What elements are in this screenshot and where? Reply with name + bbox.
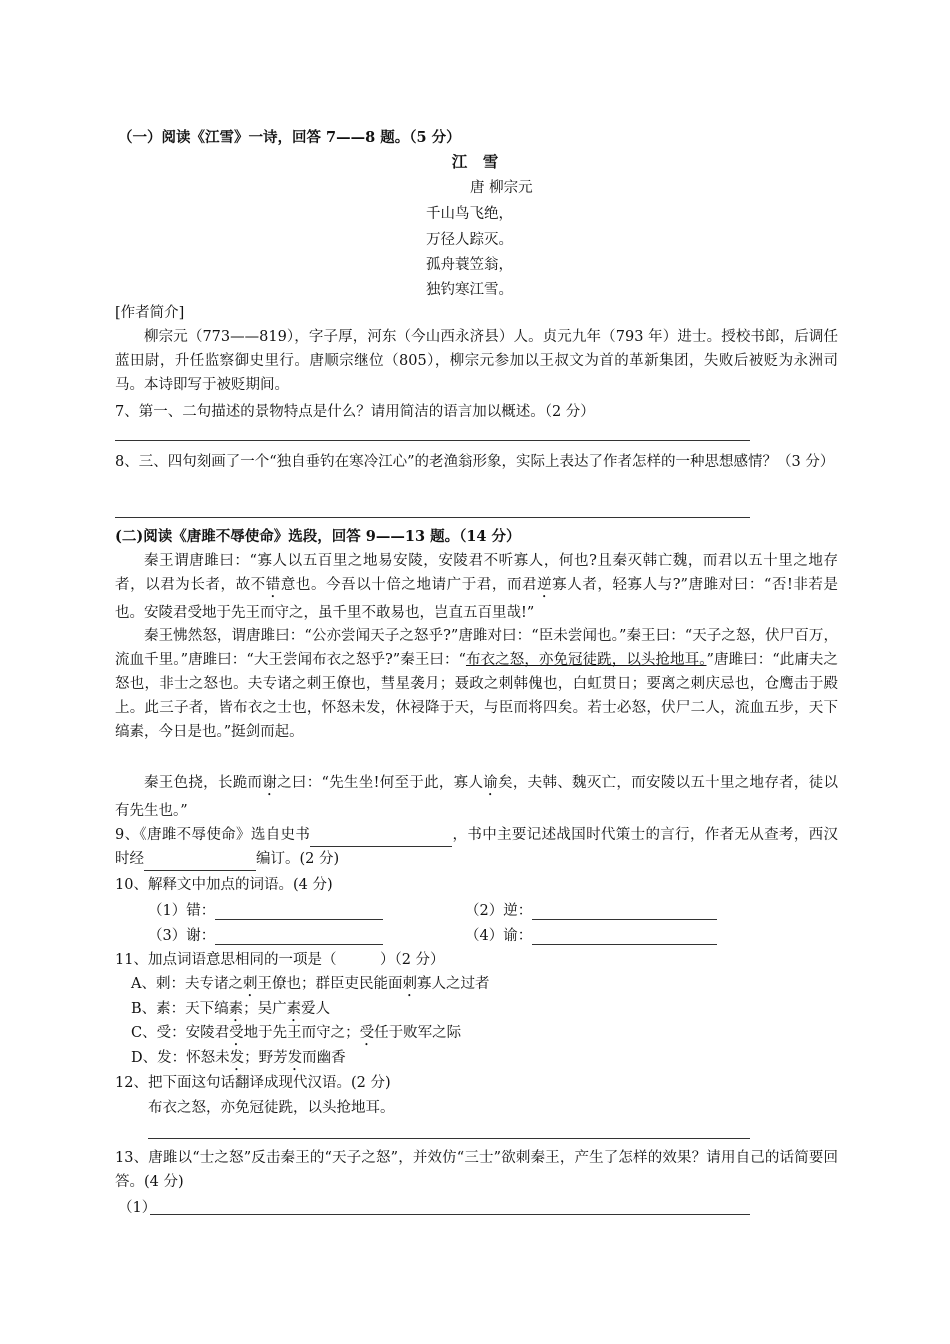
q10-blank[interactable] [532, 903, 717, 920]
dotted-word: 逆 [537, 577, 553, 593]
option-text: C、受：安陵君 [131, 1025, 230, 1041]
dotted-word: 素 [228, 1001, 244, 1017]
option-text: 地于先王而守之； [243, 1025, 360, 1041]
q10-item [148, 899, 383, 920]
underlined-sentence: 布衣之怒，亦免冠徒跣，以头抢地耳。 [465, 652, 707, 668]
dotted-word: 发 [287, 1050, 303, 1066]
bio-label: [作者简介] [115, 305, 185, 321]
author-bio: 柳宗元（773——819），字子厚，河东（今山西永济县）人。贞元九年（793 年）进士。授校书郎，后调任蓝田尉，升任监察御史里行。唐顺宗继位（805），柳宗元参加以王叔文为首的革新集团，失败后被贬为永洲司马。本诗即写于被贬期间。 [115, 329, 838, 393]
passage-paragraph-2 [115, 624, 838, 744]
q10-label: （3）谢： [148, 928, 216, 944]
passage-text: ”唐雎曰：“此庸夫之怒也，非士之怒也。夫专诸之刺王僚也，彗星袭月；聂政之刺韩傀也，白虹贯日；要离之刺庆忌也，仓鹰击于殿上。此三子者，皆布衣之士也，怀怒未发，休祲降于天，与臣而将四矣。若士必怒，伏尸二人，流血五步，天下缟素，今日是也。”挺剑而起。 [115, 652, 838, 740]
passage-text: 矣，夫韩、魏灭亡，而安陵以五十里之地存者，徒以有先生也。” [115, 775, 839, 819]
q11-option [131, 972, 489, 1000]
option-text: 寡人之过者 [416, 976, 490, 992]
q10-label: （4）谕： [465, 928, 533, 944]
question-13: 13、唐雎以“士之怒”反击秦王的“天子之怒”，并效仿“三士”欲刺秦王，产生了怎样的效果？请用自己的话简要回答。(4 分) [115, 1150, 838, 1190]
poem-title: 江 雪 [451, 152, 499, 171]
q10-blank[interactable] [215, 903, 383, 920]
question-9 [115, 823, 838, 871]
answer-line-q13[interactable] [150, 1214, 750, 1215]
poem-line: 千山鸟飞绝， [426, 206, 513, 222]
question-10-title: 10、解释文中加点的词语。(4 分) [115, 877, 333, 893]
answer-line-q7[interactable] [115, 440, 750, 441]
option-text: 王僚也；群臣吏民能面 [257, 976, 403, 992]
poem-line: 万径人踪灭。 [426, 232, 513, 248]
passage-paragraph-1 [115, 549, 838, 625]
option-text: 爱人 [301, 1001, 331, 1017]
dotted-word: 受 [229, 1025, 244, 1041]
poem-line: 独钓寒江雪。 [426, 282, 513, 298]
dotted-word: 刺 [402, 976, 417, 992]
dotted-word: 发 [229, 1050, 245, 1066]
question-11-title: 11、加点词语意思相同的一项是（ ）（2 分） [115, 952, 445, 968]
answer-line-q12[interactable] [148, 1138, 750, 1139]
passage-text: 秦王怫然怒，谓唐雎曰：“公亦尝闻天子之怒乎?”唐雎对曰：“臣未尝闻也。”秦王曰：“天子之怒，伏尸百万，流血千里。”唐雎曰：“大王尝闻布衣之怒乎?”秦王曰：“ [115, 628, 838, 668]
question-8: 8、三、四句刻画了一个“独自垂钓在寒冷江心”的老渔翁形象，实际上表达了作者怎样的一种思想感情？（3 分） [115, 454, 835, 470]
q9-text: 9、《唐雎不辱使命》选自史书 [115, 827, 311, 843]
q10-item [465, 924, 717, 945]
q10-label: （1）错： [148, 903, 216, 919]
q11-option [131, 1046, 346, 1074]
section1-heading: （一）阅读《江雪》一诗，回答 7——8 题。（5 分） [118, 129, 461, 146]
q13-item-label: （1） [118, 1200, 157, 1216]
option-text: 任于败军之际 [374, 1025, 462, 1041]
option-text: A、刺：夫专诸之 [131, 976, 243, 992]
option-text: 而幽香 [302, 1050, 346, 1066]
option-text: D、发：怀怒未 [131, 1050, 230, 1066]
q9-text: 编订。(2 分) [256, 851, 340, 867]
q10-item [148, 924, 383, 945]
q9-text: ，书中主要记述战国时代策士的言行，作者无从查考，西汉时经 [115, 827, 839, 867]
dotted-word: 错 [265, 577, 281, 593]
poem-author: 唐 柳宗元 [470, 180, 533, 196]
passage-text: 秦王谓唐雎曰：“寡人以五百里之地易安陵，安陵君不听寡人，何也?且秦灭韩亡魏，而君以五十里之地存者，以君为长者，故不 [115, 553, 838, 593]
dotted-word: 素 [286, 1001, 302, 1017]
q10-blank[interactable] [215, 928, 383, 945]
question-12-title: 12、把下面这句话翻译成现代汉语。(2 分) [115, 1075, 391, 1091]
q12-sentence: 布衣之怒，亦免冠徒跣，以头抢地耳。 [148, 1100, 395, 1116]
passage-text: 秦王色挠，长跪而 [144, 775, 263, 791]
q9-blank-book[interactable] [310, 830, 452, 847]
dotted-word: 受 [359, 1025, 375, 1041]
q10-item [465, 899, 717, 920]
question-7: 7、第一、二句描述的景物特点是什么？请用简洁的语言加以概述。（2 分） [115, 404, 595, 420]
section2-heading: (二)阅读《唐雎不辱使命》选段，回答 9——13 题。（14 分） [115, 528, 521, 545]
passage-text: 之曰：“先生坐!何至于此，寡人 [277, 775, 484, 791]
q10-label: （2）逆： [465, 903, 533, 919]
option-text: ；野芳 [244, 1050, 288, 1066]
poem-line: 孤舟蓑笠翁， [426, 257, 513, 273]
q9-blank-editor[interactable] [144, 854, 256, 871]
option-text: ；吴广 [243, 1001, 287, 1017]
q10-blank[interactable] [532, 928, 717, 945]
dotted-word: 谢 [262, 775, 278, 791]
answer-line-q8[interactable] [115, 517, 750, 518]
option-text: B、素：天下缟 [131, 1001, 229, 1017]
passage-text: 寡人者，轻寡人与?”唐雎对曰：“否!非若是也。安陵君受地于先王而守之，虽千里不敢易也，岂直五百里哉!” [115, 577, 839, 621]
passage-text: 意也。今吾以十倍之地请广于君，而君 [280, 577, 538, 593]
passage-paragraph-3 [115, 771, 838, 823]
q11-option [131, 1021, 461, 1049]
dotted-word: 刺 [242, 976, 258, 992]
dotted-word: 谕 [483, 775, 499, 791]
